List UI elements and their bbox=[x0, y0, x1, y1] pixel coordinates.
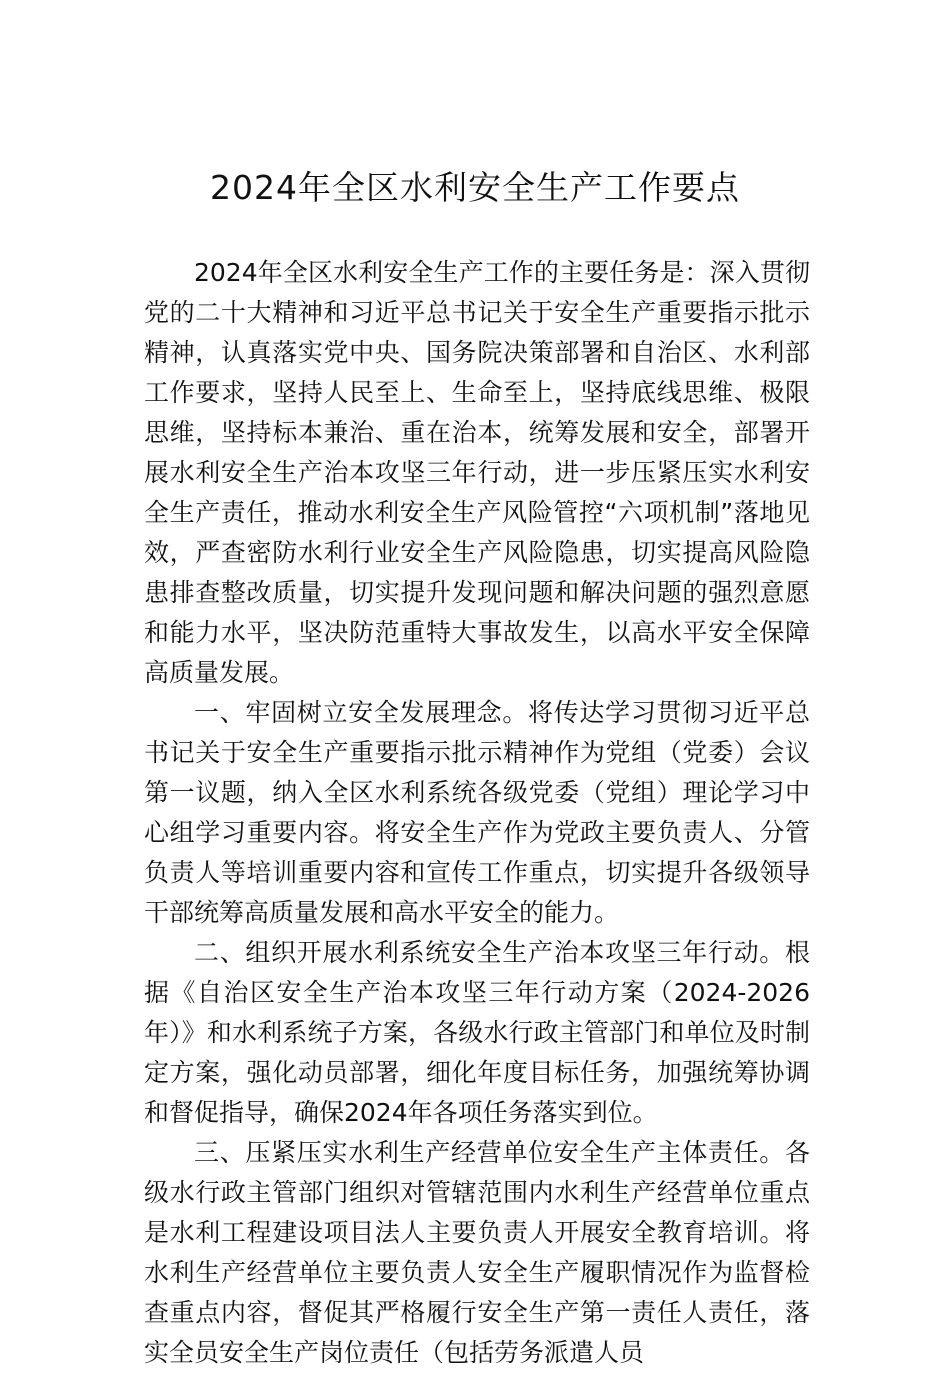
paragraph-section-3: 三、压紧压实水利生产经营单位安全生产主体责任。各级水行政主管部门组织对管辖范围内水利生产经营单位重点是水利工程建设项目法人主要负责人开展安全教育培训。将水利生产经营单位主要负责人安全生产履职情况作为监督检查重点内容，督促其严格履行安全生产第一责任人责任，落实全员安全生产岗位责任（包括劳务派遣人员 bbox=[144, 1138, 810, 1367]
paragraph-intro: 2024年全区水利安全生产工作的主要任务是：深入贯彻党的二十大精神和习近平总书记关于安全生产重要指示批示精神，认真落实党中央、国务院决策部署和自治区、水利部工作要求，坚持人民至上、生命至上，坚持底线思维、极限思维，坚持标本兼治、重在治本，统筹发展和安全，部署开展水利安全生产治本攻坚三年行动，进一步压紧压实水利安全生产责任，推动水利安全生产风险管控“六项机制”落地见效，严查密防水利行业安全生产风险隐患，切实提高风险隐患排查整改质量，切实提升发现问题和解决问题的强烈意愿和能力水平，坚决防范重特大事故发生，以高水平安全保障高质量发展。 bbox=[144, 258, 810, 687]
paragraph-section-2: 二、组织开展水利系统安全生产治本攻坚三年行动。根据《自治区安全生产治本攻坚三年行动方案（2024-2026年）》和水利系统子方案，各级水行政主管部门和单位及时制定方案，强化动员部署，细化年度目标任务，加强统筹协调和督促指导，确保2024年各项任务落实到位。 bbox=[144, 938, 810, 1127]
paragraph-section-1: 一、牢固树立安全发展理念。将传达学习贯彻习近平总书记关于安全生产重要指示批示精神作为党组（党委）会议第一议题，纳入全区水利系统各级党委（党组）理论学习中心组学习重要内容。将安全生产作为党政主要负责人、分管负责人等培训重要内容和宣传工作重点，切实提升各级领导干部统筹高质量发展和高水平安全的能力。 bbox=[144, 698, 810, 927]
document-title: 2024年全区水利安全生产工作要点 bbox=[210, 168, 740, 207]
document-body bbox=[144, 253, 810, 1373]
